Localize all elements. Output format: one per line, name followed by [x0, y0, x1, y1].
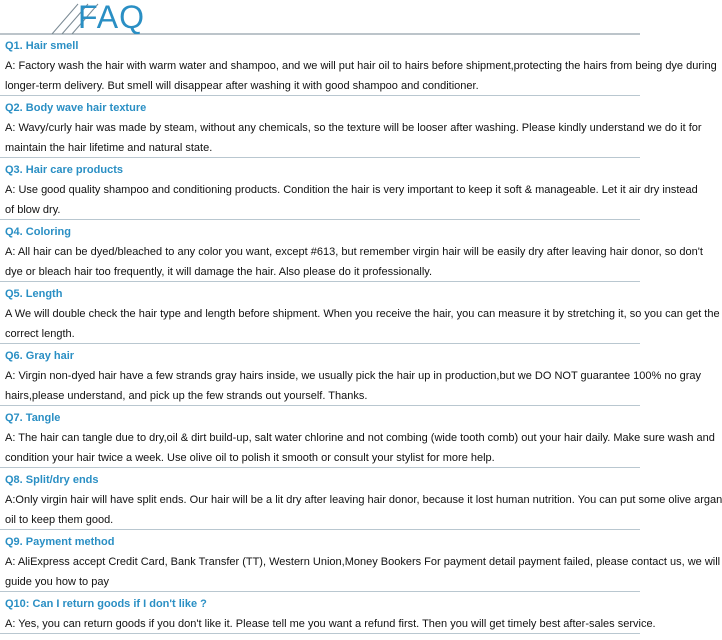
- faq-answer: [0, 304, 720, 344]
- faq-question: Q4. Coloring: [5, 226, 71, 238]
- faq-answer-line: hairs,please understand, and pick up the few strands out yourself. Thanks.: [5, 390, 368, 402]
- faq-question: Q3. Hair care products: [5, 164, 123, 176]
- faq-answer-line: A: Yes, you can return goods if you don't like it. Please tell me you want a refund first. Then you will get timely best after-sales service.: [5, 618, 656, 630]
- faq-answer-line: condition your hair twice a week. Use olive oil to polish it smooth or consult your stylist for more help.: [5, 452, 495, 464]
- faq-answer-line: A: The hair can tangle due to dry,oil & dirt build-up, salt water chlorine and not combing (wide tooth comb) out your hair daily. Make sure wash and: [5, 432, 715, 444]
- faq-question: Q9. Payment method: [5, 536, 115, 548]
- faq-divider: [0, 219, 640, 220]
- faq-divider: [0, 633, 640, 634]
- faq-header: [0, 0, 640, 36]
- faq-answer: [0, 366, 702, 406]
- faq-list: [0, 36, 722, 636]
- page-title: FAQ: [78, 0, 146, 35]
- faq-answer-line: correct length.: [5, 328, 75, 340]
- header-slash-1: [52, 4, 78, 34]
- faq-question: Q10: Can I return goods if I don't like ?: [5, 598, 207, 610]
- faq-divider: [0, 405, 640, 406]
- faq-question: Q1. Hair smell: [5, 40, 79, 52]
- faq-answer-line: A: Use good quality shampoo and conditioning products. Condition the hair is very important to keep it soft & manageable. Let it air dry instead: [5, 184, 698, 196]
- faq-answer-line: maintain the hair lifetime and natural state.: [5, 142, 213, 154]
- faq-answer: [0, 118, 702, 158]
- faq-divider: [0, 529, 640, 530]
- faq-answer: [0, 180, 698, 220]
- faq-answer: [0, 490, 722, 530]
- faq-answer: [0, 56, 717, 96]
- faq-answer-line: guide you how to pay: [5, 576, 109, 588]
- faq-answer-line: oil to keep them good.: [5, 514, 114, 526]
- faq-divider: [0, 467, 640, 468]
- faq-answer-line: A: Virgin non-dyed hair have a few strands gray hairs inside, we usually pick the hair up in production,but we DO NOT guarantee 100% no gray: [5, 370, 702, 382]
- faq-answer: [0, 428, 715, 468]
- faq-question: Q7. Tangle: [5, 412, 61, 424]
- faq-answer-line: longer-term delivery. But smell will disappear after washing it with good shampoo and conditioner.: [5, 80, 479, 92]
- faq-divider: [0, 281, 640, 282]
- faq-answer: [0, 242, 703, 282]
- faq-divider: [0, 591, 640, 592]
- faq-divider: [0, 95, 640, 96]
- faq-question: Q2. Body wave hair texture: [5, 102, 147, 114]
- faq-answer-line: A: Factory wash the hair with warm water and shampoo, and we will put hair oil to hairs before shipment,protecting the hairs from being dye during: [5, 60, 717, 72]
- faq-question: Q8. Split/dry ends: [5, 474, 99, 486]
- faq-answer: [0, 552, 721, 592]
- faq-answer: [0, 614, 656, 634]
- faq-answer-line: of blow dry.: [5, 204, 61, 216]
- faq-answer-line: A:Only virgin hair will have split ends. Our hair will be a lit dry after leaving hair donor, because it lost human nutrition. You can put some olive argan: [5, 494, 722, 506]
- faq-answer-line: A: AliExpress accept Credit Card, Bank Transfer (TT), Western Union,Money Bookers For payment detail payment failed, please contact us, we will: [5, 556, 721, 568]
- faq-question: Q6. Gray hair: [5, 350, 75, 362]
- faq-divider: [0, 343, 640, 344]
- faq-answer-line: A: All hair can be dyed/bleached to any color you want, except #613, but remember virgin hair will be easily dry after leaving hair donor, so don't: [5, 246, 703, 258]
- faq-answer-line: A: Wavy/curly hair was made by steam, without any chemicals, so the texture will be looser after washing. Please kindly understand we do it for: [5, 122, 702, 134]
- faq-divider: [0, 157, 640, 158]
- faq-question: Q5. Length: [5, 288, 63, 300]
- faq-answer-line: dye or bleach hair too frequently, it will damage the hair. Also please do it professionally.: [5, 266, 433, 278]
- faq-answer-line: A We will double check the hair type and length before shipment. When you receive the hair, you can measure it by stretching it, so you can get the: [5, 308, 720, 320]
